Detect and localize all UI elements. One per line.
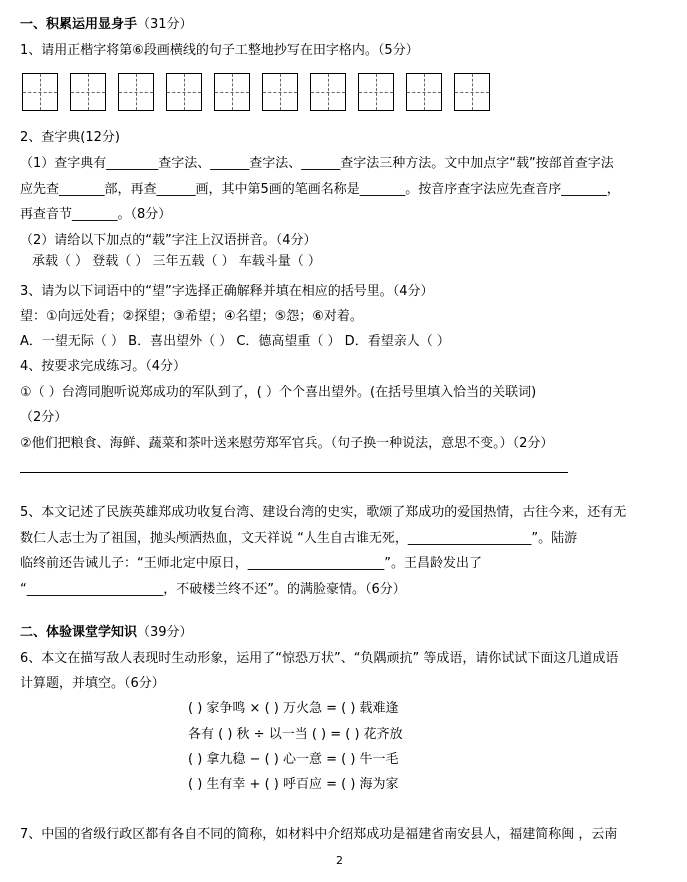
idiom-equation-4: ( ) 生有幸 + ( ) 呼百应 = ( ) 海为家: [188, 777, 399, 792]
question-2-line-3: 再查音节_______。（8分）: [20, 207, 172, 222]
answer-line[interactable]: [20, 472, 568, 473]
tianzi-grid[interactable]: [22, 73, 492, 117]
section-2-score: （39分）: [137, 625, 193, 640]
grid-cell[interactable]: [22, 73, 58, 111]
question-2-part-2-items: 承载（ ） 登载（ ） 三年五载（ ） 车载斗量（ ）: [32, 254, 321, 269]
grid-cell[interactable]: [406, 73, 442, 111]
question-6-line-2: 计算题，并填空。（6分）: [20, 676, 165, 691]
section-2-heading: [20, 623, 193, 643]
question-5-line-3: 临终前还告诫儿子：“王师北定中原日，_____________________”。王昌龄发出了: [20, 556, 482, 571]
question-3-items: A．一望无际（ ） B．喜出望外（ ） C．德高望重（ ） D．看望亲人（ ）: [20, 334, 450, 349]
question-4-item-2: ②他们把粮食、海鲜、蔬菜和茶叶送来慰劳郑军官兵。（句子换一种说法，意思不变。）（2分）: [20, 436, 554, 451]
section-1-heading: [20, 15, 193, 35]
question-4-heading: 4、按要求完成练习。（4分）: [20, 359, 187, 374]
question-7-line-1: 7、中国的省级行政区都有各自不同的简称，如材料中介绍郑成功是福建省南安县人，福建简称闽 ，云南: [20, 827, 618, 842]
grid-cell[interactable]: [118, 73, 154, 111]
question-4-item-1: ①（ ）台湾同胞听说郑成功的军队到了，( ）个个喜出望外。(在括号里填入恰当的关联词): [20, 385, 537, 400]
grid-cell[interactable]: [358, 73, 394, 111]
section-1-score: （31分）: [137, 17, 193, 32]
question-4-item-1-score: （2分）: [20, 410, 68, 425]
section-2-title: 二、体验课堂学知识: [20, 625, 138, 640]
question-5-line-1: 5、本文记述了民族英雄郑成功收复台湾、建设台湾的史实，歌颂了郑成功的爱国热情，古往今来，还有无: [20, 505, 627, 520]
idiom-equation-3: ( ) 拿九稳 − ( ) 心一意 = ( ) 牛一毛: [188, 752, 399, 767]
grid-cell[interactable]: [166, 73, 202, 111]
question-5-line-2: 数仁人志士为了祖国，抛头颅洒热血，文天祥说 “人生自古谁无死，___________________”。陆游: [20, 531, 578, 546]
question-2-part-2: （2）请给以下加点的“载”字注上汉语拼音。（4分）: [20, 233, 317, 248]
page-number: 2: [336, 854, 343, 867]
grid-cell[interactable]: [70, 73, 106, 111]
question-1: 1、请用正楷字将第⑥段画横线的句子工整地抄写在田字格内。（5分）: [20, 43, 419, 58]
idiom-equation-2: 各有 ( ) 秋 ÷ 以一当 ( ) = ( ) 花齐放: [188, 727, 403, 742]
grid-cell[interactable]: [262, 73, 298, 111]
section-1-title: 一、积累运用显身手: [20, 17, 138, 32]
idiom-equation-1: ( ) 家争鸣 × ( ) 万火急 = ( ) 载难逢: [188, 701, 399, 716]
grid-cell[interactable]: [454, 73, 490, 111]
question-2-heading: 2、查字典(12分): [20, 130, 120, 145]
question-3-heading: 3、请为以下词语中的“望”字选择正确解释并填在相应的括号里。（4分）: [20, 284, 434, 299]
question-5-line-4: “_____________________，不破楼兰终不还”。的满脸豪情。（6分）: [20, 582, 406, 597]
grid-cell[interactable]: [214, 73, 250, 111]
question-2-line-2: 应先查_______部，再查______画，其中第5画的笔画名称是_______。按音序查字法应先查音序_______，: [20, 182, 620, 197]
question-2-line-1: （1）查字典有________查字法、______查字法、______查字法三种方法。文中加点字“载”按部首查字法: [20, 156, 614, 171]
grid-cell[interactable]: [310, 73, 346, 111]
question-6-line-1: 6、本文在描写敌人表现时生动形象，运用了“惊恐万状”、“负隅顽抗” 等成语，请你试试下面这几道成语: [20, 651, 619, 666]
question-3-definitions: 望：①向远处看；②探望；③希望；④名望；⑤怨；⑥对着。: [20, 309, 363, 324]
